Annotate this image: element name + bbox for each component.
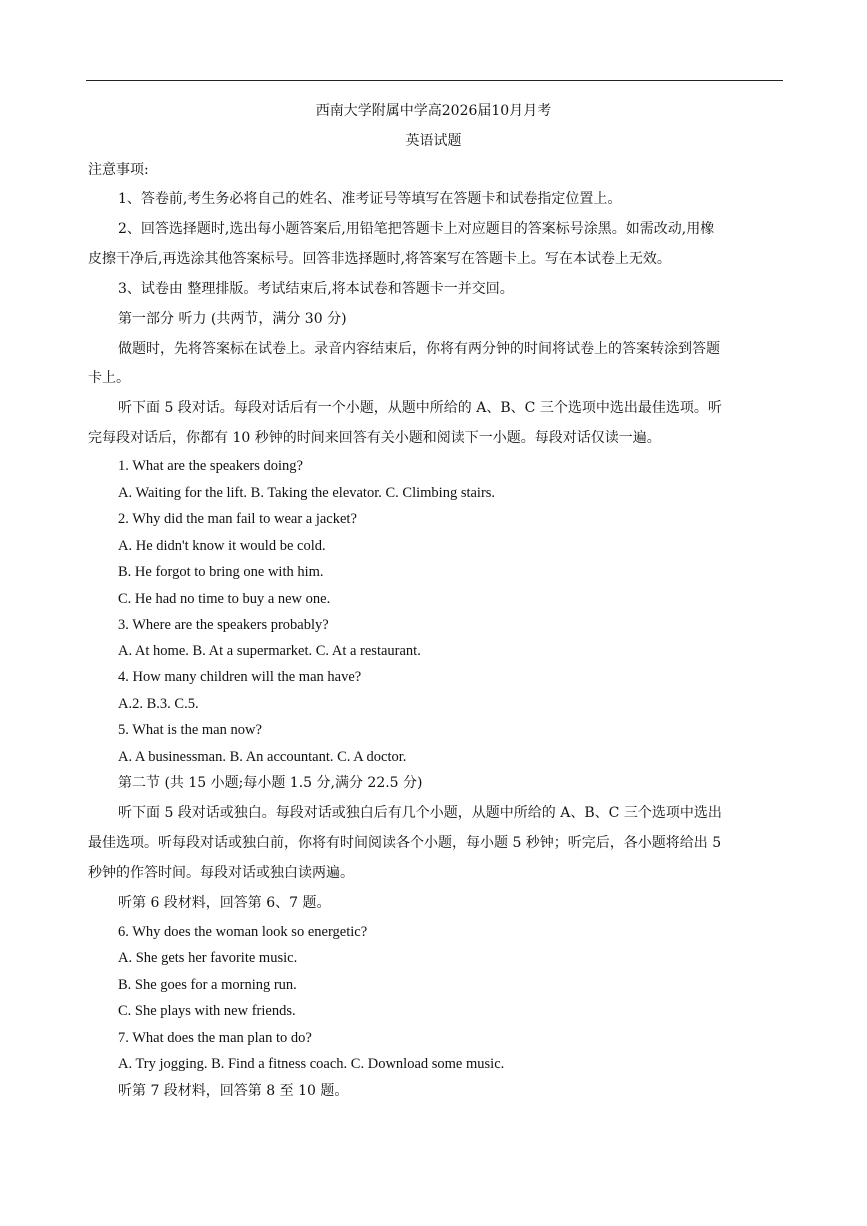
question-2-option-a: A. He didn't know it would be cold. bbox=[118, 538, 326, 554]
part1-instructions-cont: 卡上。 bbox=[88, 370, 130, 386]
section1-instructions-cont: 完每段对话后，你都有 10 秒钟的时间来回答有关小题和阅读下一小题。每段对话仅读一遍。 bbox=[88, 430, 661, 446]
question-1: 1. What are the speakers doing? bbox=[118, 458, 303, 474]
part1-instructions: 做题时，先将答案标在试卷上。录音内容结束后，你将有两分钟的时间将试卷上的答案转涂到答题 bbox=[118, 341, 720, 357]
section2-heading: 第二节 (共 15 小题;每小题 1.5 分,满分 22.5 分) bbox=[118, 775, 423, 791]
notice-item-2: 2、回答选择题时,选出每小题答案后,用铅笔把答题卡上对应题目的答案标号涂黑。如需改动,用橡 bbox=[118, 221, 715, 237]
section2-instructions-cont-1: 最佳选项。听每段对话或独白前，你将有时间阅读各个小题，每小题 5 秒钟；听完后，各小题将给出 5 bbox=[88, 835, 722, 851]
question-5: 5. What is the man now? bbox=[118, 722, 262, 738]
notice-item-1: 1、答卷前,考生务必将自己的姓名、准考证号等填写在答题卡和试卷指定位置上。 bbox=[118, 191, 622, 207]
section1-instructions: 听下面 5 段对话。每段对话后有一个小题，从题中所给的 A、B、C 三个选项中选出最佳选项。听 bbox=[118, 400, 722, 416]
question-3: 3. Where are the speakers probably? bbox=[118, 617, 329, 633]
question-6: 6. Why does the woman look so energetic? bbox=[118, 924, 368, 940]
exam-subtitle: 英语试题 bbox=[405, 133, 462, 149]
question-7: 7. What does the man plan to do? bbox=[118, 1030, 312, 1046]
top-rule bbox=[86, 80, 783, 81]
material-7-heading: 听第 7 段材料，回答第 8 至 10 题。 bbox=[118, 1083, 349, 1099]
question-4: 4. How many children will the man have? bbox=[118, 669, 362, 685]
question-3-options: A. At home. B. At a supermarket. C. At a restaurant. bbox=[118, 643, 421, 659]
question-4-options: A.2. B.3. C.5. bbox=[118, 696, 199, 712]
section2-instructions-cont-2: 秒钟的作答时间。每段对话或独白读两遍。 bbox=[88, 865, 354, 881]
exam-title: 西南大学附属中学高2026届10月月考 bbox=[315, 103, 552, 119]
material-6-heading: 听第 6 段材料，回答第 6、7 题。 bbox=[118, 895, 331, 911]
notice-heading: 注意事项: bbox=[88, 162, 149, 178]
question-1-options: A. Waiting for the lift. B. Taking the elevator. C. Climbing stairs. bbox=[118, 485, 496, 501]
section2-instructions: 听下面 5 段对话或独白。每段对话或独白后有几个小题，从题中所给的 A、B、C 三个选项中选出 bbox=[118, 805, 722, 821]
question-6-option-c: C. She plays with new friends. bbox=[118, 1003, 296, 1019]
question-7-options: A. Try jogging. B. Find a fitness coach. C. Download some music. bbox=[118, 1056, 505, 1072]
notice-item-2-cont: 皮擦干净后,再选涂其他答案标号。回答非选择题时,将答案写在答题卡上。写在本试卷上无效。 bbox=[88, 251, 671, 267]
question-6-option-a: A. She gets her favorite music. bbox=[118, 950, 298, 966]
question-2: 2. Why did the man fail to wear a jacket? bbox=[118, 511, 357, 527]
question-6-option-b: B. She goes for a morning run. bbox=[118, 977, 297, 993]
notice-item-3: 3、试卷由 整理排版。考试结束后,将本试卷和答题卡一并交回。 bbox=[118, 281, 514, 297]
question-2-option-b: B. He forgot to bring one with him. bbox=[118, 564, 324, 580]
question-5-options: A. A businessman. B. An accountant. C. A doctor. bbox=[118, 749, 407, 765]
question-2-option-c: C. He had no time to buy a new one. bbox=[118, 591, 331, 607]
part1-heading: 第一部分 听力 (共两节，满分 30 分) bbox=[118, 311, 347, 327]
